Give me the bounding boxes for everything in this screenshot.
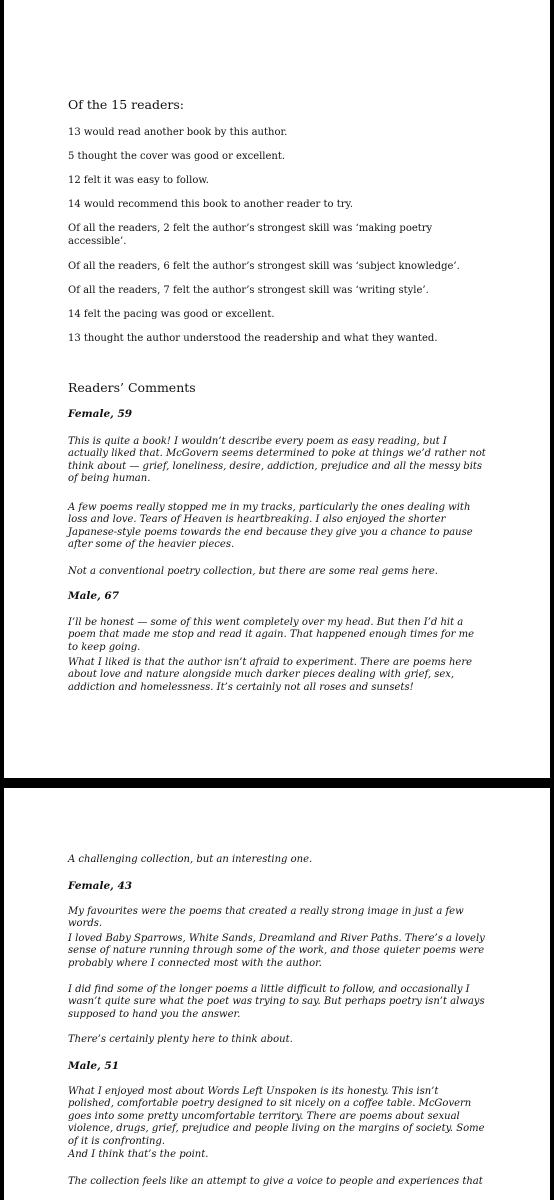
comment-paragraph: And I think that’s the point. [68, 1149, 209, 1160]
reviewer-label: Male, 67 [68, 590, 120, 602]
comment-paragraph: My favourites were the poems that created a really strong image in just a few words. [68, 906, 464, 930]
document-page-1 [4, 0, 550, 778]
comment-paragraph: There’s certainly plenty here to think about. [68, 1034, 293, 1045]
stat-item: 5 thought the cover was good or excellent. [68, 151, 286, 162]
stat-item: 14 felt the pacing was good or excellent. [68, 309, 275, 320]
stat-item: 14 would recommend this book to another reader to try. [68, 199, 354, 210]
comment-paragraph: I’ll be honest — some of this went completely over my head. But then I’d hit a poem that made me stop and read it again. That happened enough times for me to keep going. [68, 617, 475, 653]
comment-paragraph: Not a conventional poetry collection, but there are some real gems here. [68, 566, 438, 577]
comment-paragraph: A few poems really stopped me in my tracks, particularly the ones dealing with loss and love. Tears of Heaven is heartbreaking. I also enjoyed the shorter Japanese-style poems towards the end because they give you a chance to pause after some of the heavier pieces. [68, 502, 473, 551]
reviewer-label: Male, 51 [68, 1060, 120, 1072]
comment-paragraph: I loved Baby Sparrows, White Sands, Dreamland and River Paths. There’s a lovely sense of nature running through some of the work, and those quieter poems were probably where I connected most with the author. [68, 933, 485, 969]
document-page-2 [4, 788, 550, 1200]
stat-item: Of all the readers, 2 felt the author’s strongest skill was ‘making poetry accessible’. [68, 223, 433, 247]
comment-paragraph: A challenging collection, but an interesting one. [68, 854, 313, 865]
comment-paragraph: What I enjoyed most about Words Left Unspoken is its honesty. This isn’t polished, comfortable poetry designed to sit nicely on a coffee table. McGovern goes into some pretty uncomfortable territory. There are poems about sexual violence, drugs, grief, prejudice and people living on the margins of society. Some of it is confronting. [68, 1086, 485, 1147]
stat-item: 13 thought the author understood the readership and what they wanted. [68, 333, 438, 344]
stats-heading: Of the 15 readers: [68, 97, 184, 112]
stat-item: 12 felt it was easy to follow. [68, 175, 209, 186]
reviewer-label: Female, 43 [68, 880, 133, 892]
stat-item: Of all the readers, 6 felt the author’s strongest skill was ‘subject knowledge’. [68, 261, 460, 272]
comment-paragraph: I did find some of the longer poems a little difficult to follow, and occasionally I wasn’t quite sure what the poet was trying to say. But perhaps poetry isn’t always supposed to hand you the answer. [68, 984, 485, 1020]
stat-item: 13 would read another book by this author. [68, 127, 288, 138]
reviewer-label: Female, 59 [68, 408, 133, 420]
comment-paragraph: The collection feels like an attempt to give a voice to people and experiences that [68, 1176, 483, 1187]
comment-paragraph: This is quite a book! I wouldn’t describe every poem as easy reading, but I actually liked that. McGovern seems determined to poke at things we’d rather not think about — grief, loneliness, desire, addiction, prejudice and all the messy bits of being human. [68, 436, 486, 485]
stat-item: Of all the readers, 7 felt the author’s strongest skill was ‘writing style’. [68, 285, 429, 296]
comment-paragraph: What I liked is that the author isn’t afraid to experiment. There are poems here about love and nature alongside much darker pieces dealing with grief, sex, addiction and homelessness. It’s certainly not all roses and sunsets! [68, 657, 473, 693]
comments-heading: Readers’ Comments [68, 380, 196, 395]
